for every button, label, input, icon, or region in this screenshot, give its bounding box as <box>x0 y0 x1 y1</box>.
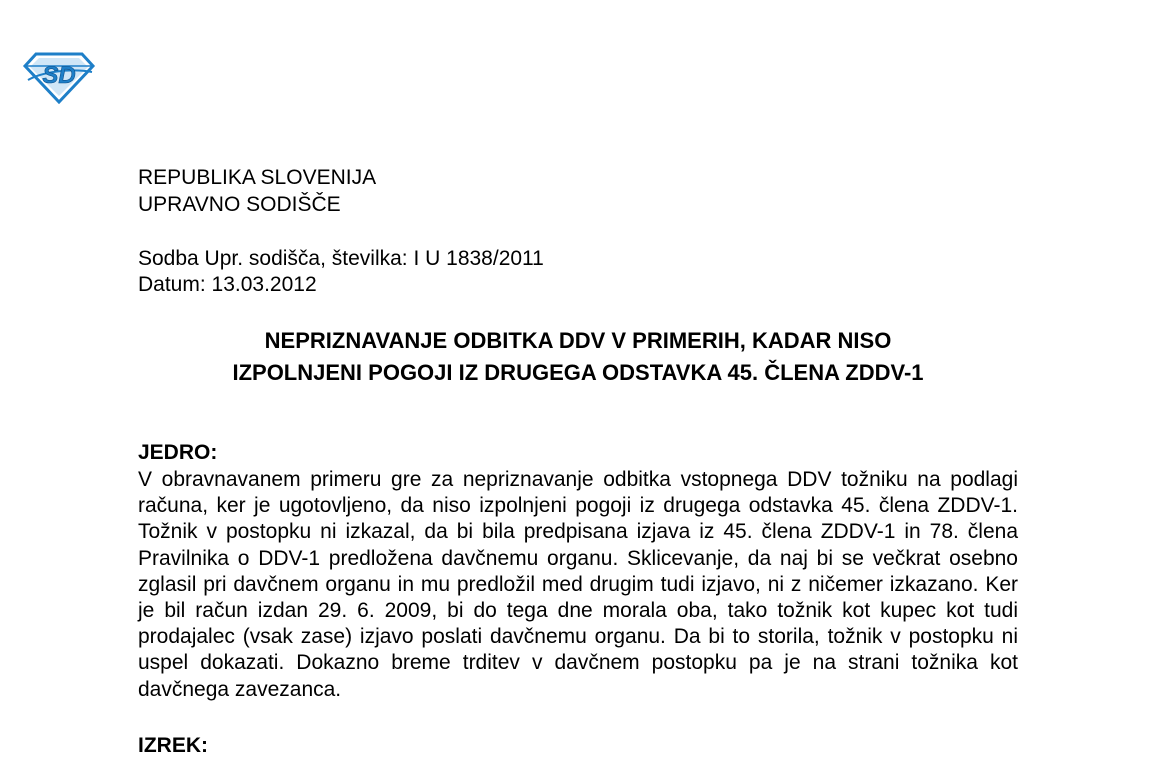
section-heading-izrek: IZREK: <box>138 734 208 757</box>
logo-icon <box>22 50 96 104</box>
document-title-line-2: IZPOLNJENI POGOJI IZ DRUGEGA ODSTAVKA 45. ČLENA ZDDV-1 <box>232 360 924 385</box>
country-name: REPUBLIKA SLOVENIJA <box>138 166 377 189</box>
case-reference: Sodba Upr. sodišča, številka: I U 1838/2011 <box>138 247 544 270</box>
document-title-line-1: NEPRIZNAVANJE ODBITKA DDV V PRIMERIH, KADAR NISO <box>264 328 892 353</box>
case-date: Datum: 13.03.2012 <box>138 273 317 296</box>
section-heading-jedro: JEDRO: <box>138 441 218 464</box>
section-text-jedro: V obravnavanem primeru gre za nepriznavanje odbitka vstopnega DDV tožniku na podlagi računa, ker je ugotovljeno, da niso izpolnjeni pogoji iz drugega odstavka 45. člena ZDDV-1. Tožnik v postopku ni izkazal, da bi bila predpisana izjava iz 45. člena ZDDV-1 in 78. člena Pravilnika o DDV-1 predložena davčnemu organu. Sklicevanje, da naj bi se večkrat osebno zglasil pri davčnem organu in mu predložil med drugim tudi izjavo, ni z ničemer izkazano. Ker je bil račun izdan 29. 6. 2009, bi do tega dne morala oba, tako tožnik kot kupec kot tudi prodajalec (vsak zase) izjavo poslati davčnemu organu. Da bi to storila, tožnik v postopku ni uspel dokazati. Dokazno breme trditev v davčnem postopku pa je na strani tožnika kot davčnega zavezanca. <box>138 468 1018 701</box>
court-name: UPRAVNO SODIŠČE <box>138 193 341 216</box>
svg-text:SD: SD <box>42 62 76 89</box>
